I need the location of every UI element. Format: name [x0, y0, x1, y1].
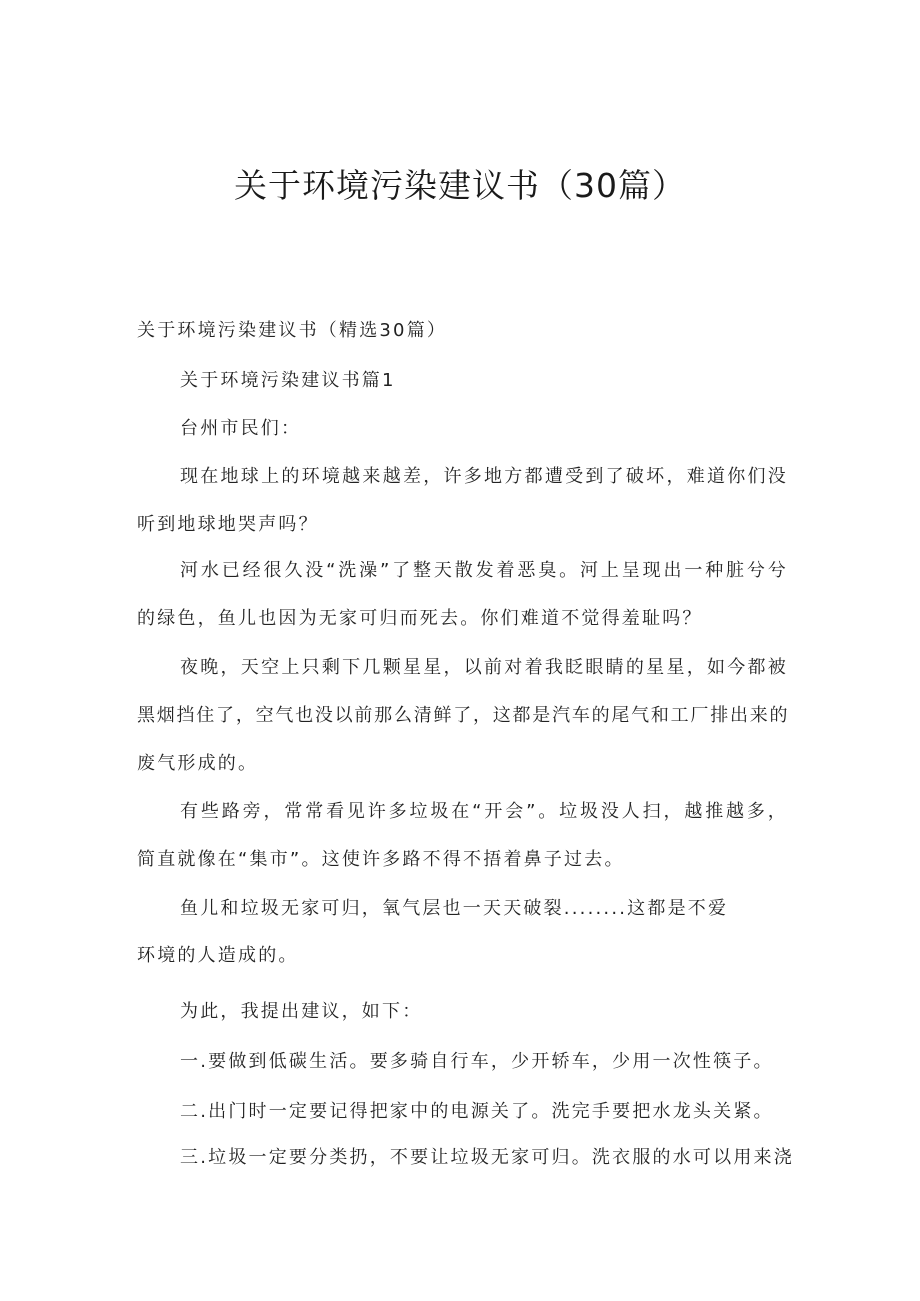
paragraph-4-line-1: 有些路旁，常常看见许多垃圾在“开会”。垃圾没人扫，越推越多，: [180, 801, 788, 822]
proposal-item-1: 一.要做到低碳生活。要多骑自行车，少开轿车，少用一次性筷子。: [180, 1051, 774, 1072]
document-subtitle: 关于环境污染建议书（精选30篇）: [137, 320, 448, 341]
paragraph-2-line-1: 河水已经很久没“洗澡”了整天散发着恶臭。河上呈现出一种脏兮兮: [180, 560, 788, 581]
paragraph-1-line-2: 听到地球地哭声吗？: [137, 514, 319, 535]
proposal-item-2: 二.出门时一定要记得把家中的电源关了。洗完手要把水龙头关紧。: [180, 1101, 774, 1122]
paragraph-4-line-2: 简直就像在“集市”。这使许多路不得不捂着鼻子过去。: [137, 849, 625, 870]
paragraph-1-line-1: 现在地球上的环境越来越差，许多地方都遭受到了破坏，难道你们没: [180, 466, 788, 487]
proposal-intro: 为此，我提出建议，如下：: [180, 1001, 423, 1022]
proposal-item-3: 三.垃圾一定要分类扔，不要让垃圾无家可归。洗衣服的水可以用来浇: [180, 1147, 794, 1168]
salutation: 台州市民们：: [180, 418, 302, 439]
paragraph-3-line-2: 黑烟挡住了，空气也没以前那么清鲜了，这都是汽车的尾气和工厂排出来的: [137, 705, 788, 726]
document-title: 关于环境污染建议书（30篇）: [234, 166, 686, 205]
section-heading: 关于环境污染建议书篇1: [180, 370, 396, 391]
paragraph-5-line-1: 鱼儿和垃圾无家可归，氧气层也一天天破裂........这都是不爱: [180, 898, 729, 919]
paragraph-2-line-2: 的绿色，鱼儿也因为无家可归而死去。你们难道不觉得羞耻吗？: [137, 608, 703, 629]
paragraph-3-line-3: 废气形成的。: [137, 753, 259, 774]
paragraph-3-line-1: 夜晚，天空上只剩下几颗星星，以前对着我眨眼睛的星星，如今都被: [180, 657, 788, 678]
paragraph-5-line-2: 环境的人造成的。: [137, 945, 299, 966]
